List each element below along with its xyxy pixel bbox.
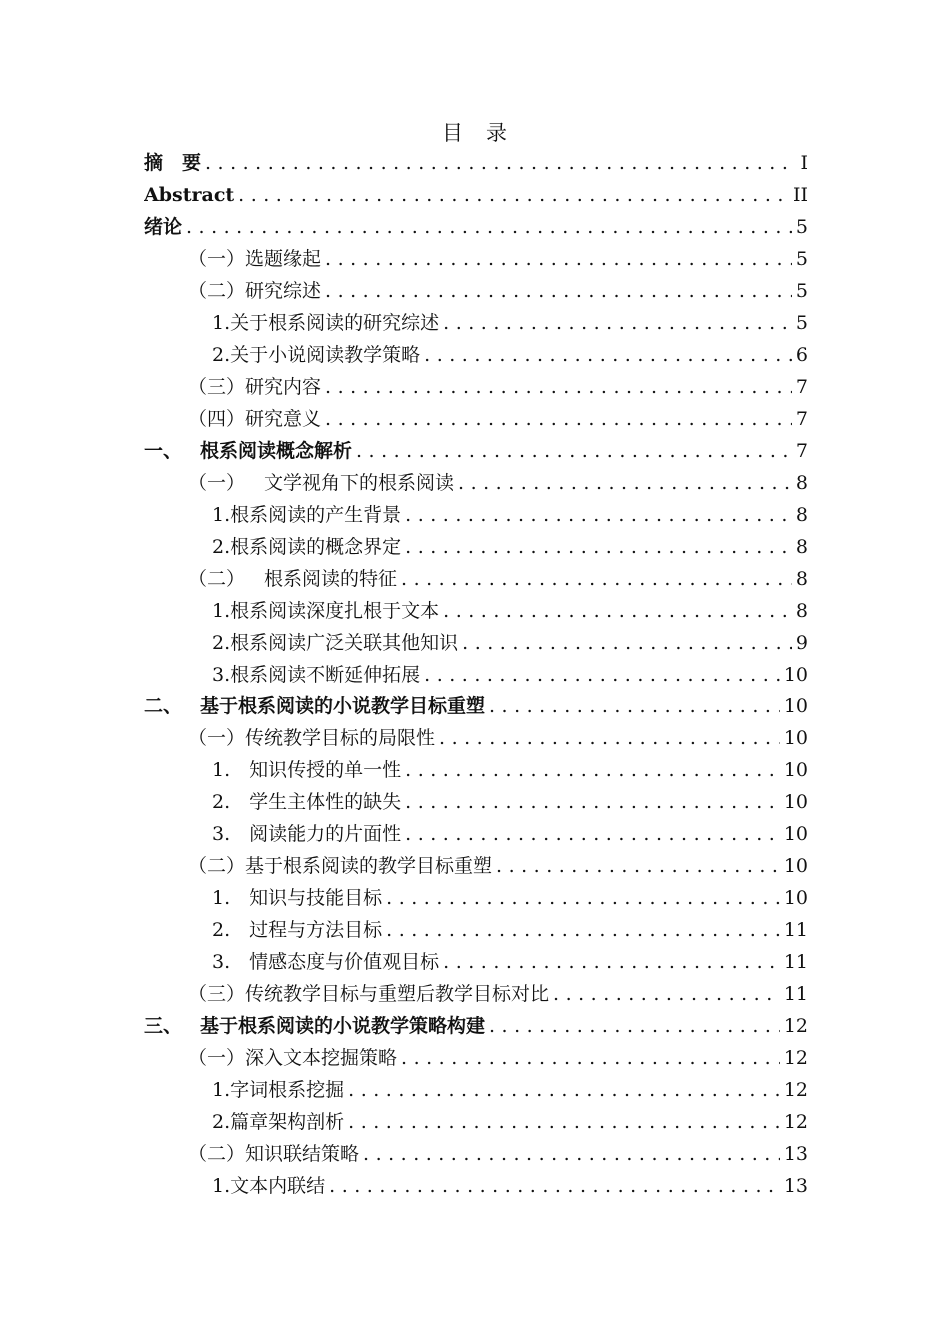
- toc-entry-number: 1.: [212, 1079, 231, 1102]
- toc-entry-page-number: 11: [783, 983, 808, 1006]
- toc-entry-page-number: 7: [795, 407, 808, 430]
- toc-entry-text: 篇章架构剖析: [230, 1111, 345, 1134]
- toc-entry-label: [212, 308, 439, 340]
- toc-entry-text: 阅读能力的片面性: [230, 823, 402, 846]
- toc-entry-text: 根系阅读概念解析: [200, 439, 353, 462]
- toc-entry-text: 绪论: [144, 215, 183, 238]
- toc-entry-text: 字词根系挖掘: [230, 1079, 345, 1102]
- toc-entry-page-number: 10: [783, 855, 808, 878]
- dot-leader: [443, 308, 792, 340]
- toc-entry-text: 深入文本挖掘策略: [245, 1047, 398, 1070]
- toc-entry-text: 知识联结策略: [245, 1143, 360, 1166]
- toc-entry[interactable]: [144, 915, 808, 947]
- toc-entry-text: 研究综述: [245, 279, 322, 302]
- dot-leader: [356, 436, 792, 468]
- dot-leader: [205, 148, 794, 180]
- dot-leader: [424, 340, 792, 372]
- toc-entry-page-number: 7: [795, 439, 808, 462]
- toc-entry-page-number: 13: [783, 1143, 808, 1166]
- toc-entry-page-number: 11: [783, 919, 808, 942]
- toc-entry-page-number: 10: [783, 791, 808, 814]
- toc-entry[interactable]: [144, 691, 808, 723]
- toc-entry-page-number: I: [800, 152, 808, 174]
- toc-entry-label: [188, 564, 397, 596]
- toc-entry-text: 文学视角下的根系阅读: [245, 471, 455, 494]
- toc-entry-label: [188, 404, 321, 436]
- toc-entry[interactable]: [144, 468, 808, 500]
- toc-entry-text: 传统教学目标与重塑后教学目标对比: [245, 983, 550, 1006]
- toc-entry[interactable]: [144, 660, 808, 692]
- dot-leader: [443, 947, 780, 979]
- toc-entry[interactable]: [144, 1139, 808, 1171]
- dot-leader: [186, 212, 792, 244]
- toc-entry-label: [144, 1011, 485, 1043]
- toc-entry-text: 根系阅读不断延伸拓展: [230, 663, 421, 686]
- toc-entry[interactable]: [144, 276, 808, 308]
- toc-entry-number: 3.: [212, 951, 231, 974]
- toc-entry-page-number: 10: [783, 695, 808, 718]
- toc-entry-number: （二）: [188, 567, 246, 590]
- dot-leader: [348, 1075, 780, 1107]
- toc-entry-number: （三）: [188, 375, 246, 398]
- toc-entry-number: 2.: [212, 1111, 231, 1134]
- toc-entry[interactable]: [144, 372, 808, 404]
- toc-entry-page-number: 10: [783, 759, 808, 782]
- toc-entry-page-number: 5: [795, 247, 808, 270]
- toc-entry[interactable]: [144, 148, 808, 180]
- toc-entry-number: 1.: [212, 599, 231, 622]
- toc-entry-number: 一、: [144, 439, 183, 462]
- toc-entry-text: 根系阅读深度扎根于文本: [230, 599, 440, 622]
- toc-entry-text: 研究内容: [245, 375, 322, 398]
- toc-entry-label: [212, 883, 382, 915]
- toc-entry[interactable]: [144, 851, 808, 883]
- toc-entry-text: 传统教学目标的局限性: [245, 727, 436, 750]
- toc-entry-label: [212, 596, 439, 628]
- toc-entry-text: 根系阅读的特征: [245, 567, 398, 590]
- toc-entry-label: [212, 1107, 344, 1139]
- toc-entry-label: [212, 755, 401, 787]
- toc-entry-page-number: 12: [783, 1047, 808, 1070]
- dot-leader: [462, 628, 792, 660]
- toc-entry-text: 情感态度与价值观目标: [230, 951, 440, 974]
- toc-entry-label: [212, 1171, 325, 1203]
- dot-leader: [401, 1043, 780, 1075]
- toc-entry[interactable]: [144, 1011, 808, 1043]
- toc-entry[interactable]: [144, 755, 808, 787]
- toc-entry-label: [144, 436, 352, 468]
- toc-entry-number: 3.: [212, 663, 231, 686]
- toc-entry-page-number: 11: [783, 951, 808, 974]
- toc-entry-text: 关于小说阅读教学策略: [230, 343, 421, 366]
- toc-entry-page-number: 10: [783, 663, 808, 686]
- dot-leader: [325, 244, 792, 276]
- toc-entry-text: 文本内联结: [230, 1175, 326, 1197]
- toc-entry-page-number: 12: [783, 1079, 808, 1102]
- toc-entry-number: （二）: [188, 1143, 246, 1166]
- toc-entry-number: 2.: [212, 919, 231, 942]
- toc-entry-number: （二）: [188, 855, 246, 878]
- toc-entry[interactable]: [144, 979, 808, 1011]
- toc-entry-label: [188, 851, 492, 883]
- toc-entry-label: [144, 212, 182, 244]
- page-title: 目 录: [442, 121, 508, 145]
- dot-leader: [325, 404, 792, 436]
- toc-entry-label: [212, 1075, 344, 1107]
- toc-entry-label: [212, 340, 420, 372]
- toc-entry-text: 根系阅读的概念界定: [230, 535, 402, 558]
- toc-entry-label: [188, 468, 454, 500]
- toc-entry-label: [188, 1139, 359, 1171]
- toc-entry-text: 知识与技能目标: [230, 887, 383, 910]
- toc-entry-number: 1.: [212, 759, 231, 782]
- dot-leader: [405, 787, 780, 819]
- toc-entry[interactable]: [144, 1107, 808, 1139]
- toc-entry-text: Abstract: [144, 183, 235, 206]
- toc-entry-label: [212, 819, 401, 851]
- toc-entry-text: 研究意义: [245, 407, 322, 430]
- dot-leader: [424, 660, 780, 692]
- toc-entry-page-number: 10: [783, 823, 808, 846]
- dot-leader: [443, 596, 792, 628]
- toc-entry-page-number: 5: [795, 215, 808, 238]
- dot-leader: [489, 1011, 780, 1043]
- dot-leader: [386, 883, 780, 915]
- dot-leader: [496, 851, 780, 883]
- dot-leader: [401, 564, 792, 596]
- toc-entry-page-number: 7: [795, 375, 808, 398]
- toc-entry-number: （一）: [188, 727, 246, 750]
- toc-entry-page-number: 10: [783, 887, 808, 910]
- toc-entry-text: 选题缘起: [245, 247, 322, 270]
- toc-entry-page-number: 8: [795, 503, 808, 526]
- toc-entry-label: [212, 915, 382, 947]
- toc-entry-number: （一）: [188, 247, 246, 270]
- toc-entry[interactable]: [144, 180, 808, 212]
- toc-entry-page-number: 5: [795, 311, 808, 334]
- toc-entry-label: [144, 691, 485, 723]
- toc-entry-text: 过程与方法目标: [230, 919, 383, 942]
- toc-entry-text: 知识传授的单一性: [230, 759, 402, 782]
- toc-entry-number: 1.: [212, 503, 231, 526]
- toc-entry-number: （四）: [188, 407, 246, 430]
- toc-entry-label: [212, 787, 401, 819]
- dot-leader: [405, 755, 780, 787]
- toc-entry-number: 三、: [144, 1015, 183, 1038]
- toc-entry-label: [188, 1043, 397, 1075]
- toc-entry[interactable]: [144, 1171, 808, 1203]
- toc-entry-page-number: 8: [795, 471, 808, 494]
- dot-leader: [553, 979, 780, 1011]
- toc-entry-number: 2.: [212, 791, 231, 814]
- toc-entry-label: [212, 532, 401, 564]
- toc-entry[interactable]: [144, 628, 808, 660]
- toc-entry-label: [188, 276, 321, 308]
- toc-entry-label: [212, 628, 458, 660]
- dot-leader: [325, 372, 792, 404]
- toc-entry[interactable]: [144, 883, 808, 915]
- toc-entry-page-number: 5: [795, 279, 808, 302]
- toc-entry[interactable]: [144, 947, 808, 979]
- toc-entry-text: 摘 要: [144, 152, 202, 174]
- toc-entry-text: 根系阅读广泛关联其他知识: [230, 631, 459, 654]
- toc-entry-label: [144, 180, 234, 212]
- toc-entry[interactable]: [144, 1043, 808, 1075]
- dot-leader: [489, 691, 780, 723]
- toc-entry-page-number: 10: [783, 727, 808, 750]
- toc-entry[interactable]: [144, 564, 808, 596]
- toc-entry[interactable]: [144, 532, 808, 564]
- dot-leader: [405, 532, 792, 564]
- toc-entry-number: 1.: [212, 1175, 231, 1197]
- toc-entry[interactable]: [144, 436, 808, 468]
- toc-entry-page-number: 13: [783, 1175, 808, 1197]
- toc-entry-number: 2.: [212, 631, 231, 654]
- dot-leader: [458, 468, 792, 500]
- table-of-contents: [144, 148, 808, 1203]
- dot-leader: [238, 180, 789, 212]
- dot-leader: [405, 500, 792, 532]
- toc-entry[interactable]: [144, 787, 808, 819]
- toc-entry-page-number: II: [792, 183, 808, 206]
- toc-entry-number: （一）: [188, 1047, 246, 1070]
- toc-entry-page-number: 9: [795, 631, 808, 654]
- toc-entry-label: [212, 500, 401, 532]
- toc-entry-label: [188, 372, 321, 404]
- toc-entry-text: 根系阅读的产生背景: [230, 503, 402, 526]
- toc-entry-text: 基于根系阅读的小说教学目标重塑: [200, 695, 486, 718]
- dot-leader: [386, 915, 780, 947]
- toc-entry-text: 学生主体性的缺失: [230, 791, 402, 814]
- dot-leader: [348, 1107, 780, 1139]
- toc-entry[interactable]: [144, 723, 808, 755]
- toc-entry-number: 1.: [212, 887, 231, 910]
- toc-entry-label: [144, 148, 201, 180]
- toc-entry-label: [188, 244, 321, 276]
- toc-entry-page-number: 12: [783, 1015, 808, 1038]
- dot-leader: [329, 1171, 780, 1203]
- toc-entry-text: 基于根系阅读的教学目标重塑: [245, 855, 493, 878]
- toc-entry[interactable]: [144, 819, 808, 851]
- toc-entry-label: [188, 979, 549, 1011]
- toc-entry-label: [212, 660, 420, 692]
- toc-entry-page-number: 8: [795, 535, 808, 558]
- toc-entry-page-number: 8: [795, 599, 808, 622]
- toc-entry-page-number: 12: [783, 1111, 808, 1134]
- toc-entry-number: 2.: [212, 535, 231, 558]
- toc-entry-number: 3.: [212, 823, 231, 846]
- toc-entry-number: （一）: [188, 471, 246, 494]
- toc-entry[interactable]: [144, 596, 808, 628]
- dot-leader: [439, 723, 780, 755]
- toc-entry[interactable]: [144, 212, 808, 244]
- toc-entry[interactable]: [144, 308, 808, 340]
- toc-entry-number: 二、: [144, 695, 183, 718]
- toc-entry-number: 2.: [212, 343, 231, 366]
- toc-entry-number: （二）: [188, 279, 246, 302]
- toc-entry[interactable]: [144, 1075, 808, 1107]
- dot-leader: [325, 276, 792, 308]
- toc-entry[interactable]: [144, 340, 808, 372]
- toc-entry[interactable]: [144, 404, 808, 436]
- toc-entry-number: （三）: [188, 983, 246, 1006]
- toc-entry-page-number: 6: [795, 343, 808, 366]
- toc-entry[interactable]: [144, 244, 808, 276]
- toc-entry-label: [188, 723, 435, 755]
- toc-entry-text: 关于根系阅读的研究综述: [230, 311, 440, 334]
- toc-entry-number: 1.: [212, 311, 231, 334]
- toc-entry-text: 基于根系阅读的小说教学策略构建: [200, 1015, 486, 1038]
- dot-leader: [363, 1139, 780, 1171]
- dot-leader: [405, 819, 780, 851]
- toc-entry-page-number: 8: [795, 567, 808, 590]
- toc-entry-label: [212, 947, 439, 979]
- toc-entry[interactable]: [144, 500, 808, 532]
